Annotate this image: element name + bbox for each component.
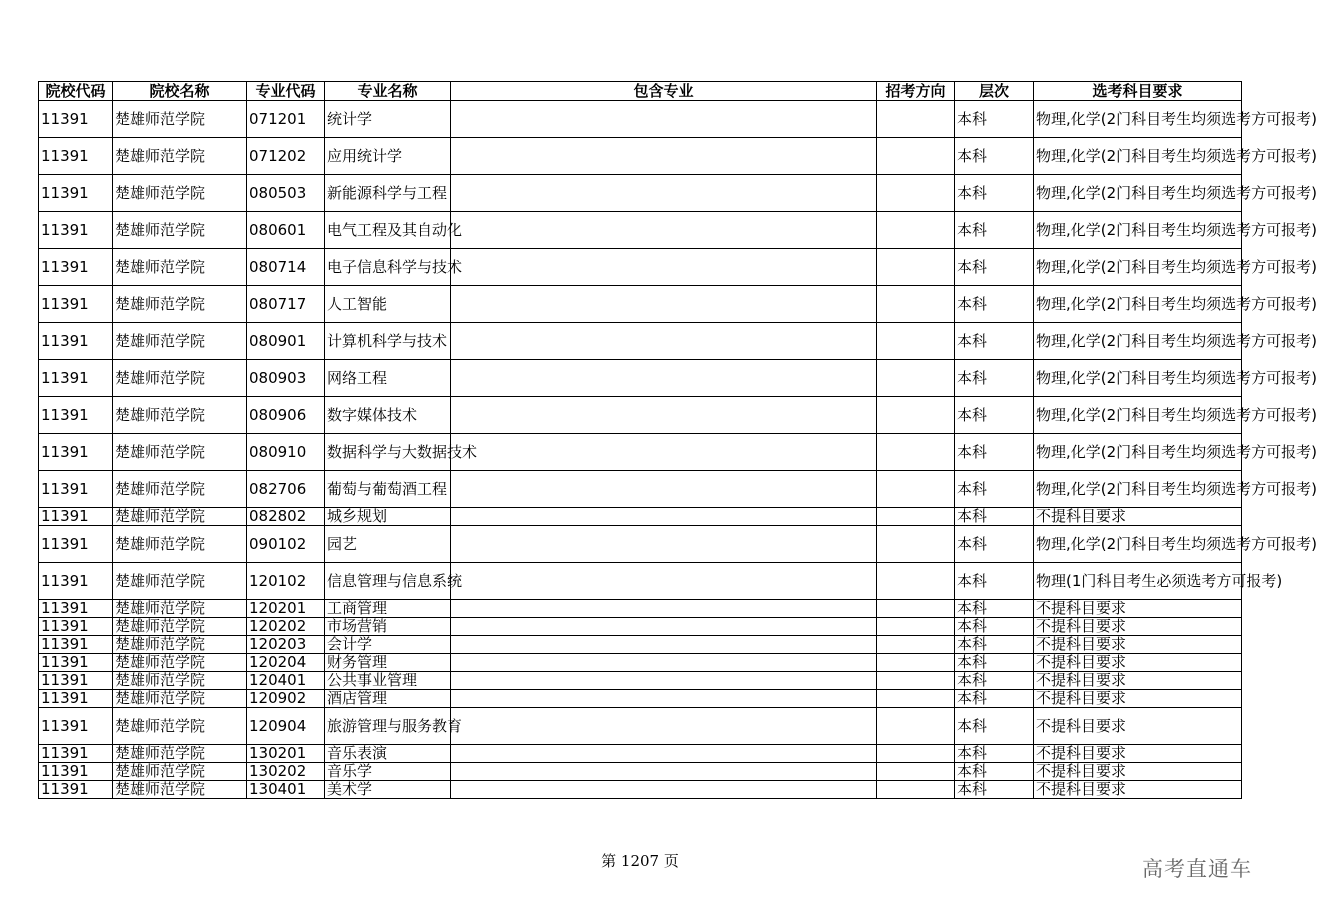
requirement-cell: 不提科目要求 [1034, 781, 1242, 799]
includes-cell [451, 618, 877, 636]
includes-cell [451, 212, 877, 249]
level-cell: 本科 [955, 286, 1034, 323]
direction-cell [877, 763, 955, 781]
direction-cell [877, 563, 955, 600]
requirement-cell: 物理,化学(2门科目考生均须选考方可报考) [1034, 323, 1242, 360]
includes-cell [451, 708, 877, 745]
requirement-cell: 不提科目要求 [1034, 690, 1242, 708]
school-name-cell: 楚雄师范学院 [113, 600, 247, 618]
includes-cell [451, 138, 877, 175]
header-level: 层次 [955, 82, 1034, 101]
header-includes: 包含专业 [451, 82, 877, 101]
requirement-cell: 物理,化学(2门科目考生均须选考方可报考) [1034, 249, 1242, 286]
table-row [39, 434, 1242, 471]
school-code-cell: 11391 [39, 508, 113, 526]
table-row [39, 508, 1242, 526]
major-name-cell: 工商管理 [325, 600, 451, 618]
school-code-cell: 11391 [39, 138, 113, 175]
school-name-cell: 楚雄师范学院 [113, 654, 247, 672]
major-code-cell: 090102 [247, 526, 325, 563]
school-code-cell: 11391 [39, 397, 113, 434]
table-row [39, 745, 1242, 763]
school-code-cell: 11391 [39, 434, 113, 471]
level-cell: 本科 [955, 672, 1034, 690]
direction-cell [877, 672, 955, 690]
header-major-code: 专业代码 [247, 82, 325, 101]
requirement-cell: 物理,化学(2门科目考生均须选考方可报考) [1034, 175, 1242, 212]
table-row [39, 323, 1242, 360]
major-name-cell: 音乐学 [325, 763, 451, 781]
level-cell: 本科 [955, 636, 1034, 654]
level-cell: 本科 [955, 434, 1034, 471]
requirement-cell: 不提科目要求 [1034, 708, 1242, 745]
direction-cell [877, 654, 955, 672]
table-row [39, 138, 1242, 175]
includes-cell [451, 690, 877, 708]
direction-cell [877, 101, 955, 138]
level-cell: 本科 [955, 781, 1034, 799]
school-name-cell: 楚雄师范学院 [113, 397, 247, 434]
level-cell: 本科 [955, 138, 1034, 175]
major-name-cell: 计算机科学与技术 [325, 323, 451, 360]
level-cell: 本科 [955, 745, 1034, 763]
major-code-cell: 082706 [247, 471, 325, 508]
table-row [39, 618, 1242, 636]
includes-cell [451, 636, 877, 654]
major-name-cell: 数字媒体技术 [325, 397, 451, 434]
table-row [39, 636, 1242, 654]
major-code-cell: 082802 [247, 508, 325, 526]
includes-cell [451, 654, 877, 672]
level-cell: 本科 [955, 708, 1034, 745]
major-name-cell: 数据科学与大数据技术 [325, 434, 451, 471]
major-code-cell: 080901 [247, 323, 325, 360]
header-row [39, 82, 1242, 101]
level-cell: 本科 [955, 508, 1034, 526]
level-cell: 本科 [955, 690, 1034, 708]
school-name-cell: 楚雄师范学院 [113, 286, 247, 323]
direction-cell [877, 138, 955, 175]
major-code-cell: 071202 [247, 138, 325, 175]
major-code-cell: 120202 [247, 618, 325, 636]
table-row [39, 101, 1242, 138]
level-cell: 本科 [955, 600, 1034, 618]
school-code-cell: 11391 [39, 781, 113, 799]
level-cell: 本科 [955, 212, 1034, 249]
table-row [39, 175, 1242, 212]
school-code-cell: 11391 [39, 175, 113, 212]
includes-cell [451, 563, 877, 600]
direction-cell [877, 397, 955, 434]
school-code-cell: 11391 [39, 212, 113, 249]
requirement-cell: 物理(1门科目考生必须选考方可报考) [1034, 563, 1242, 600]
level-cell: 本科 [955, 763, 1034, 781]
school-name-cell: 楚雄师范学院 [113, 745, 247, 763]
requirement-cell: 不提科目要求 [1034, 600, 1242, 618]
includes-cell [451, 600, 877, 618]
school-name-cell: 楚雄师范学院 [113, 175, 247, 212]
school-code-cell: 11391 [39, 471, 113, 508]
includes-cell [451, 781, 877, 799]
major-code-cell: 080910 [247, 434, 325, 471]
school-code-cell: 11391 [39, 101, 113, 138]
major-code-cell: 120204 [247, 654, 325, 672]
table-row [39, 286, 1242, 323]
level-cell: 本科 [955, 654, 1034, 672]
table-row [39, 708, 1242, 745]
table-row [39, 397, 1242, 434]
school-code-cell: 11391 [39, 286, 113, 323]
includes-cell [451, 101, 877, 138]
major-name-cell: 信息管理与信息系统 [325, 563, 451, 600]
includes-cell [451, 249, 877, 286]
school-code-cell: 11391 [39, 249, 113, 286]
major-name-cell: 美术学 [325, 781, 451, 799]
level-cell: 本科 [955, 563, 1034, 600]
level-cell: 本科 [955, 397, 1034, 434]
school-code-cell: 11391 [39, 763, 113, 781]
header-major-name: 专业名称 [325, 82, 451, 101]
requirement-cell: 物理,化学(2门科目考生均须选考方可报考) [1034, 434, 1242, 471]
direction-cell [877, 212, 955, 249]
includes-cell [451, 526, 877, 563]
table-row [39, 563, 1242, 600]
includes-cell [451, 434, 877, 471]
school-name-cell: 楚雄师范学院 [113, 672, 247, 690]
major-code-cell: 080503 [247, 175, 325, 212]
direction-cell [877, 745, 955, 763]
major-code-cell: 130202 [247, 763, 325, 781]
level-cell: 本科 [955, 526, 1034, 563]
major-name-cell: 统计学 [325, 101, 451, 138]
school-code-cell: 11391 [39, 323, 113, 360]
level-cell: 本科 [955, 360, 1034, 397]
level-cell: 本科 [955, 471, 1034, 508]
major-code-cell: 071201 [247, 101, 325, 138]
major-name-cell: 电子信息科学与技术 [325, 249, 451, 286]
major-name-cell: 人工智能 [325, 286, 451, 323]
table-row [39, 360, 1242, 397]
table-row [39, 781, 1242, 799]
major-code-cell: 080903 [247, 360, 325, 397]
level-cell: 本科 [955, 618, 1034, 636]
header-direction: 招考方向 [877, 82, 955, 101]
major-name-cell: 电气工程及其自动化 [325, 212, 451, 249]
table-row [39, 471, 1242, 508]
requirement-cell: 物理,化学(2门科目考生均须选考方可报考) [1034, 101, 1242, 138]
major-code-cell: 130201 [247, 745, 325, 763]
includes-cell [451, 672, 877, 690]
includes-cell [451, 745, 877, 763]
direction-cell [877, 600, 955, 618]
school-code-cell: 11391 [39, 672, 113, 690]
school-name-cell: 楚雄师范学院 [113, 249, 247, 286]
school-name-cell: 楚雄师范学院 [113, 508, 247, 526]
school-code-cell: 11391 [39, 618, 113, 636]
header-school-name: 院校名称 [113, 82, 247, 101]
includes-cell [451, 471, 877, 508]
major-code-cell: 080906 [247, 397, 325, 434]
major-name-cell: 会计学 [325, 636, 451, 654]
requirement-cell: 不提科目要求 [1034, 636, 1242, 654]
major-code-cell: 130401 [247, 781, 325, 799]
school-name-cell: 楚雄师范学院 [113, 690, 247, 708]
level-cell: 本科 [955, 101, 1034, 138]
includes-cell [451, 763, 877, 781]
requirement-cell: 不提科目要求 [1034, 618, 1242, 636]
requirement-cell: 物理,化学(2门科目考生均须选考方可报考) [1034, 138, 1242, 175]
requirement-cell: 不提科目要求 [1034, 672, 1242, 690]
school-code-cell: 11391 [39, 563, 113, 600]
school-code-cell: 11391 [39, 708, 113, 745]
direction-cell [877, 508, 955, 526]
major-name-cell: 城乡规划 [325, 508, 451, 526]
school-code-cell: 11391 [39, 526, 113, 563]
requirement-cell: 物理,化学(2门科目考生均须选考方可报考) [1034, 286, 1242, 323]
direction-cell [877, 636, 955, 654]
major-code-cell: 120401 [247, 672, 325, 690]
major-code-cell: 080601 [247, 212, 325, 249]
school-code-cell: 11391 [39, 600, 113, 618]
major-name-cell: 园艺 [325, 526, 451, 563]
school-name-cell: 楚雄师范学院 [113, 526, 247, 563]
school-name-cell: 楚雄师范学院 [113, 708, 247, 745]
school-code-cell: 11391 [39, 690, 113, 708]
school-name-cell: 楚雄师范学院 [113, 101, 247, 138]
includes-cell [451, 323, 877, 360]
header-school-code: 院校代码 [39, 82, 113, 101]
school-code-cell: 11391 [39, 654, 113, 672]
level-cell: 本科 [955, 323, 1034, 360]
requirement-cell: 物理,化学(2门科目考生均须选考方可报考) [1034, 360, 1242, 397]
major-name-cell: 网络工程 [325, 360, 451, 397]
requirement-cell: 不提科目要求 [1034, 763, 1242, 781]
direction-cell [877, 286, 955, 323]
includes-cell [451, 286, 877, 323]
direction-cell [877, 323, 955, 360]
table-row [39, 672, 1242, 690]
major-code-cell: 080717 [247, 286, 325, 323]
direction-cell [877, 249, 955, 286]
direction-cell [877, 781, 955, 799]
major-code-cell: 120201 [247, 600, 325, 618]
direction-cell [877, 708, 955, 745]
major-code-cell: 120902 [247, 690, 325, 708]
major-name-cell: 市场营销 [325, 618, 451, 636]
major-name-cell: 应用统计学 [325, 138, 451, 175]
table-row [39, 600, 1242, 618]
direction-cell [877, 690, 955, 708]
includes-cell [451, 397, 877, 434]
table-row [39, 212, 1242, 249]
school-name-cell: 楚雄师范学院 [113, 471, 247, 508]
header-requirement: 选考科目要求 [1034, 82, 1242, 101]
school-name-cell: 楚雄师范学院 [113, 563, 247, 600]
admission-table [38, 81, 1317, 799]
direction-cell [877, 618, 955, 636]
table-row [39, 654, 1242, 672]
requirement-cell: 物理,化学(2门科目考生均须选考方可报考) [1034, 471, 1242, 508]
table-row [39, 690, 1242, 708]
major-code-cell: 080714 [247, 249, 325, 286]
direction-cell [877, 434, 955, 471]
school-code-cell: 11391 [39, 360, 113, 397]
page-number: 第 1207 页 [601, 852, 679, 870]
includes-cell [451, 360, 877, 397]
major-name-cell: 旅游管理与服务教育 [325, 708, 451, 745]
school-name-cell: 楚雄师范学院 [113, 212, 247, 249]
major-code-cell: 120203 [247, 636, 325, 654]
includes-cell [451, 508, 877, 526]
school-name-cell: 楚雄师范学院 [113, 763, 247, 781]
table-row [39, 526, 1242, 563]
includes-cell [451, 175, 877, 212]
direction-cell [877, 360, 955, 397]
major-code-cell: 120102 [247, 563, 325, 600]
table-row [39, 249, 1242, 286]
requirement-cell: 不提科目要求 [1034, 654, 1242, 672]
major-name-cell: 财务管理 [325, 654, 451, 672]
major-name-cell: 音乐表演 [325, 745, 451, 763]
major-name-cell: 公共事业管理 [325, 672, 451, 690]
school-name-cell: 楚雄师范学院 [113, 618, 247, 636]
major-code-cell: 120904 [247, 708, 325, 745]
school-name-cell: 楚雄师范学院 [113, 138, 247, 175]
level-cell: 本科 [955, 175, 1034, 212]
school-name-cell: 楚雄师范学院 [113, 360, 247, 397]
level-cell: 本科 [955, 249, 1034, 286]
direction-cell [877, 526, 955, 563]
requirement-cell: 物理,化学(2门科目考生均须选考方可报考) [1034, 212, 1242, 249]
school-code-cell: 11391 [39, 636, 113, 654]
school-code-cell: 11391 [39, 745, 113, 763]
major-name-cell: 新能源科学与工程 [325, 175, 451, 212]
requirement-cell: 物理,化学(2门科目考生均须选考方可报考) [1034, 526, 1242, 563]
school-name-cell: 楚雄师范学院 [113, 434, 247, 471]
requirement-cell: 不提科目要求 [1034, 745, 1242, 763]
requirement-cell: 不提科目要求 [1034, 508, 1242, 526]
major-name-cell: 葡萄与葡萄酒工程 [325, 471, 451, 508]
major-name-cell: 酒店管理 [325, 690, 451, 708]
table-row [39, 763, 1242, 781]
direction-cell [877, 175, 955, 212]
direction-cell [877, 471, 955, 508]
school-name-cell: 楚雄师范学院 [113, 323, 247, 360]
requirement-cell: 物理,化学(2门科目考生均须选考方可报考) [1034, 397, 1242, 434]
watermark-logo: 高考直通车 [1142, 857, 1252, 881]
school-name-cell: 楚雄师范学院 [113, 636, 247, 654]
school-name-cell: 楚雄师范学院 [113, 781, 247, 799]
